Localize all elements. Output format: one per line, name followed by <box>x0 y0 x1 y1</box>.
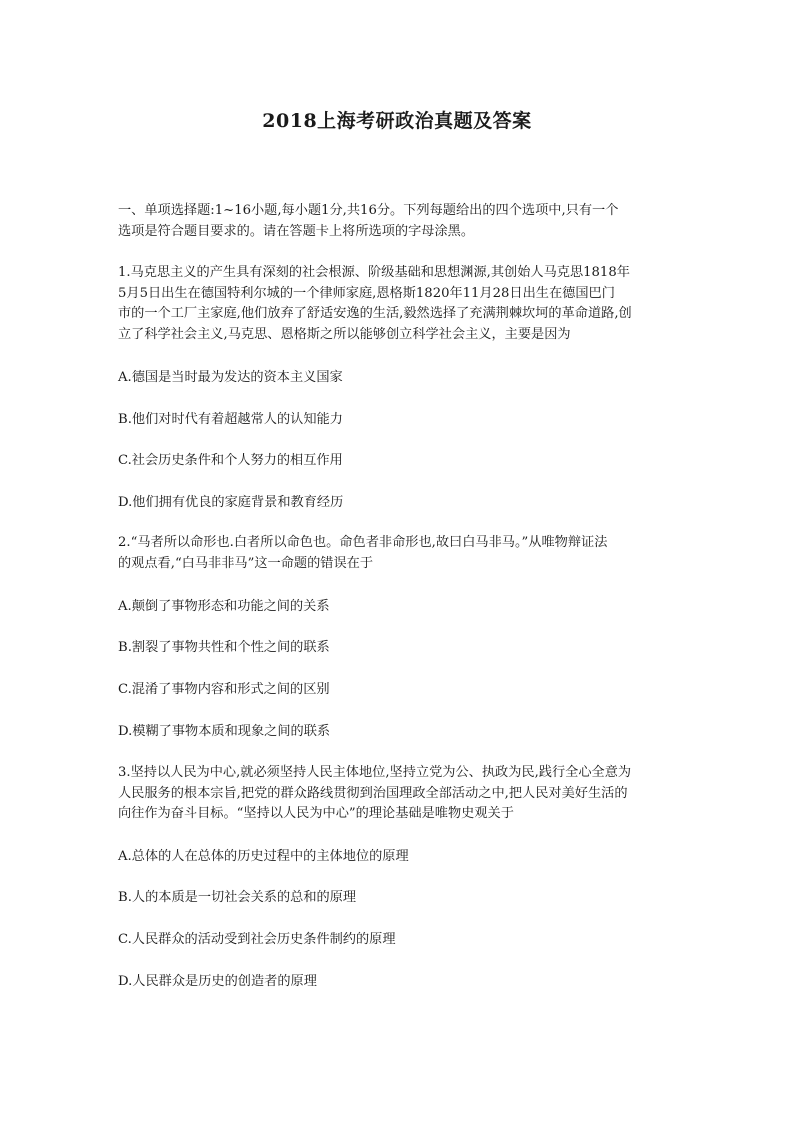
text-line: 2.“马者所以命形也.白者所以命色也。命色者非命形也,故曰白马非马。”从唯物辩证法 <box>118 535 608 550</box>
question-2-option-a: A.颠倒了事物形态和功能之间的关系 <box>118 599 330 614</box>
text-line: 选项是符合题目要求的。请在答题卡上将所选项的字母涂黑。 <box>118 223 475 239</box>
question-1-option-d: D.他们拥有优良的家庭背景和教育经历 <box>118 495 344 510</box>
question-1-option-c: C.社会历史条件和个人努力的相互作用 <box>118 453 343 468</box>
text-line: 人民服务的根本宗旨,把党的群众路线贯彻到治国理政全部活动之中,把人民对美好生活的 <box>118 785 628 801</box>
question-3-stem <box>118 763 680 825</box>
question-1-option-a: A.德国是当时最为发达的资本主义国家 <box>118 370 343 385</box>
question-1-stem <box>118 263 680 345</box>
question-2-option-c: C.混淆了事物内容和形式之间的区别 <box>118 682 330 697</box>
question-3-option-d: D.人民群众是历史的创造者的原理 <box>118 974 317 989</box>
text-line: 的观点看,“白马非非马”这一命题的错误在于 <box>118 555 374 571</box>
question-2-option-d: D.模糊了事物本质和现象之间的联系 <box>118 724 331 739</box>
question-3-option-b: B.人的本质是一切社会关系的总和的原理 <box>118 890 357 905</box>
question-2-option-b: B.割裂了事物共性和个性之间的联系 <box>118 640 330 655</box>
question-1-option-b: B.他们对时代有着超越常人的认知能力 <box>118 412 343 427</box>
text-line: 向往作为奋斗目标。“坚持以人民为中心”的理论基础是唯物史观关于 <box>118 806 514 821</box>
question-3-option-a: A.总体的人在总体的历史过程中的主体地位的原理 <box>118 849 409 864</box>
question-2-stem <box>118 533 680 574</box>
text-line: 3.坚持以人民为中心,就必须坚持人民主体地位,坚持立党为公、执政为民,践行全心全意为 <box>118 765 632 780</box>
text-line: 1.马克思主义的产生具有深刻的社会根源、阶级基础和思想渊源,其创始人马克思1818年 <box>118 265 630 280</box>
text-line: 5月5日出生在德国特利尔城的一个律师家庭,恩格斯1820年11月28日出生在德国巴门 <box>118 285 615 301</box>
text-line: 市的一个工厂主家庭,他们放弃了舒适安逸的生活,毅然选择了充满荆棘坎坷的革命道路,创 <box>118 306 632 321</box>
text-line: 立了科学社会主义,马克思、恩格斯之所以能够创立科学社会主义，主要是因为 <box>118 326 571 342</box>
section-instructions <box>118 201 680 242</box>
question-3-option-c: C.人民群众的活动受到社会历史条件制约的原理 <box>118 932 396 947</box>
page-title: 2018上海考研政治真题及答案 <box>262 110 532 132</box>
text-line: 一、单项选择题:1~16小题,每小题1分,共16分。下列每题给出的四个选项中,只有一个 <box>118 203 619 218</box>
